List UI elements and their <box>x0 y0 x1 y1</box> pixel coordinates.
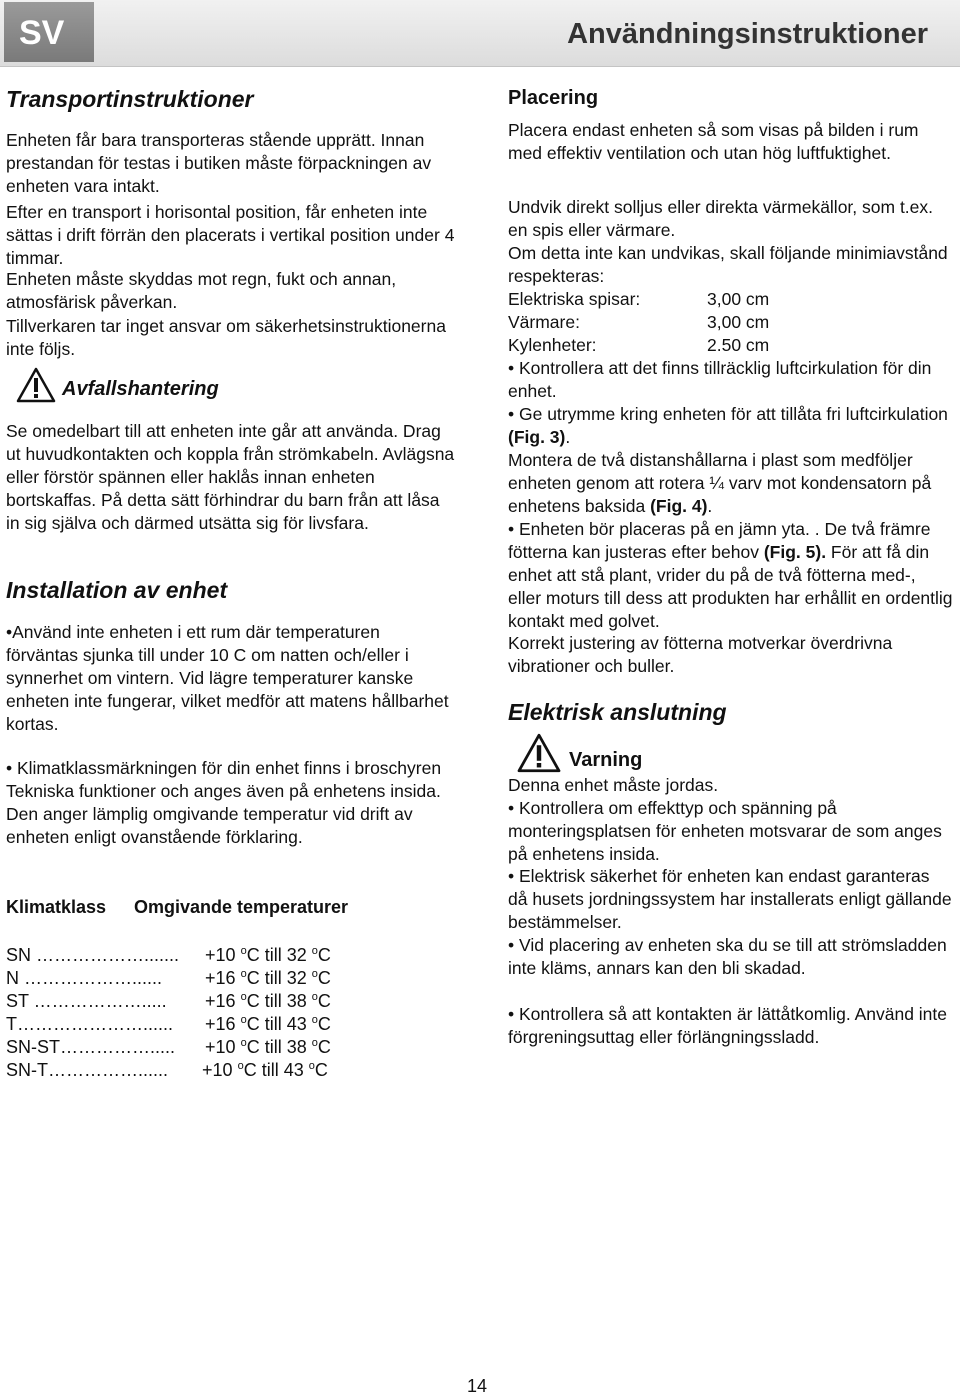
placement-paragraph-5: Korrekt justering av fötterna motverkar överdrivna vibrationer och buller. <box>508 633 893 676</box>
placement-paragraph-2: Undvik direkt solljus eller direkta värmekällor, som t.ex. en spis eller värmare. <box>508 197 934 240</box>
language-code: SV <box>19 14 65 52</box>
climate-class-label: N ………………...... <box>6 968 163 988</box>
climate-range: +10 $^o$C till 38 $^o$C <box>205 1037 331 1057</box>
transport-paragraph-3: Enheten måste skyddas mot regn, fukt och annan, atmosfärisk påverkan. <box>6 269 397 312</box>
climate-range: +16 $^o$C till 43 $^o$C <box>205 1014 331 1034</box>
warning-triangle-icon <box>516 733 562 773</box>
install-heading: Installation av enhet <box>6 577 228 603</box>
transport-paragraph-4: Tillverkaren tar inget ansvar om säkerhetsinstruktionerna inte följs. <box>6 316 446 359</box>
transport-paragraph-2: Efter en transport i horisontal position, får enheten inte sättas i drift förrän den placerats i vertikal position under 4 timmar. <box>6 202 455 268</box>
climate-class-label: SN-T……………...... <box>6 1060 168 1080</box>
distance-row: Värmare: 3,00 cm <box>508 312 770 332</box>
climate-class-label: SN ………………....... <box>6 945 180 965</box>
electric-bullet-4: • Kontrollera så att kontakten är lättåtkomlig. Använd inte förgreningsuttag eller förlängningssladd. <box>508 1004 948 1047</box>
page-number: 14 <box>467 1376 488 1396</box>
climate-row <box>6 944 331 966</box>
placement-bullet-2: • Ge utrymme kring enheten för att tillåta fri luftcirkulation (Fig. 3). <box>508 404 948 447</box>
climate-class-label: SN-ST……………..... <box>6 1037 176 1057</box>
fig-4-ref: (Fig. 4) <box>650 496 708 516</box>
install-bullet-2: • Klimatklassmärkningen för din enhet finns i broschyren Tekniska funktioner och anges även på enhetens insida. Den anger lämplig omgivande temperatur vid drift av enheten enligt ovanstående förklaring. <box>6 758 442 847</box>
electric-heading: Elektrisk anslutning <box>508 699 727 725</box>
climate-range: +10 $^o$C till 43 $^o$C <box>202 1060 328 1080</box>
fig-3-ref: (Fig. 3) <box>508 427 566 447</box>
distance-row: Elektriska spisar: 3,00 cm <box>508 289 770 309</box>
warning-triangle-icon <box>16 367 56 403</box>
waste-paragraph: Se omedelbart till att enheten inte går att använda. Drag ut huvudkontakten och koppla från strömkabeln. Avlägsna eller förstör spännen eller haklås innan enheten bortskaffas. På detta sätt förhindrar du barn från att låsa in sig själva och därmed utsätta sig för livsfara. <box>6 421 455 533</box>
climate-range: +16 $^o$C till 38 $^o$C <box>205 991 331 1011</box>
climate-row <box>6 1059 328 1081</box>
climate-range: +10 $^o$C till 32 $^o$C <box>205 945 331 965</box>
transport-paragraph-1: Enheten får bara transporteras stående upprätt. Innan prestandan för testas i butiken måste förpackningen av enheten vara intakt. <box>6 130 432 196</box>
waste-heading: Avfallshantering <box>62 378 219 400</box>
electric-bullet-2: • Elektrisk säkerhet för enheten kan endast garanteras då husets jordningssystem har installerats enligt gällande bestämmelser. <box>508 866 952 932</box>
install-bullet-1: •Använd inte enheten i ett rum där temperaturen förväntas sjunka till under 10 C om natten och/eller i synnerhet om vintern. Vid lägre temperaturer kanske enheten inte fungerar, vilket medför att matens hållbarhet kortas. <box>6 622 449 734</box>
placement-paragraph-1: Placera endast enheten så som visas på bilden i rum med effektiv ventilation och utan hög luftfuktighet. <box>508 120 919 163</box>
page-title: Användningsinstruktioner <box>567 18 928 50</box>
electric-paragraph-1: Denna enhet måste jordas. <box>508 775 719 795</box>
placement-paragraph-4: Montera de två distanshållarna i plast som medföljer enheten genom att rotera ¼ varv mot kondensatorn på enhetens baksida (Fig. 4). <box>508 450 932 516</box>
language-badge <box>4 2 94 62</box>
placement-heading: Placering <box>508 87 599 109</box>
placement-bullet-3: • Enheten bör placeras på en jämn yta. . De två främre fötterna kan justeras efter behov (Fig. 5). För att få din enhet att stå plant, vrider du på de två fötterna med-, eller moturs till dess att produkten har erhållit en ordentlig kontakt med golvet. <box>508 519 953 631</box>
climate-row <box>6 1036 331 1058</box>
ambient-temp-header: Omgivande temperaturer <box>134 897 349 917</box>
climate-row <box>6 990 331 1012</box>
transport-heading: Transportinstruktioner <box>6 86 254 112</box>
distance-row: Kylenheter: 2.50 cm <box>508 335 770 355</box>
placement-bullet-1: • Kontrollera att det finns tillräcklig luftcirkulation för din enhet. <box>508 358 932 401</box>
climate-table-header <box>6 897 349 918</box>
electric-bullet-3: • Vid placering av enheten ska du se till att strömsladden inte kläms, annars kan den bli skadad. <box>508 935 947 978</box>
placement-paragraph-3: Om detta inte kan undvikas, skall följande minimiavstånd respekteras: <box>508 243 948 286</box>
fig-5-ref: (Fig. 5). <box>763 542 827 562</box>
page-header <box>0 0 960 67</box>
electric-bullet-1: • Kontrollera om effekttyp och spänning på monteringsplatsen för enheten motsvarar de som anges på enhetens insida. <box>508 798 942 864</box>
climate-class-label: T…………………...... <box>6 1014 174 1034</box>
climate-class-label: ST ………………..... <box>6 991 167 1011</box>
climate-row <box>6 1013 331 1035</box>
climate-class-header: Klimatklass <box>6 897 107 917</box>
climate-row <box>6 967 331 989</box>
climate-range: +16 $^o$C till 32 $^o$C <box>205 968 331 988</box>
warning-label: Varning <box>569 749 643 771</box>
